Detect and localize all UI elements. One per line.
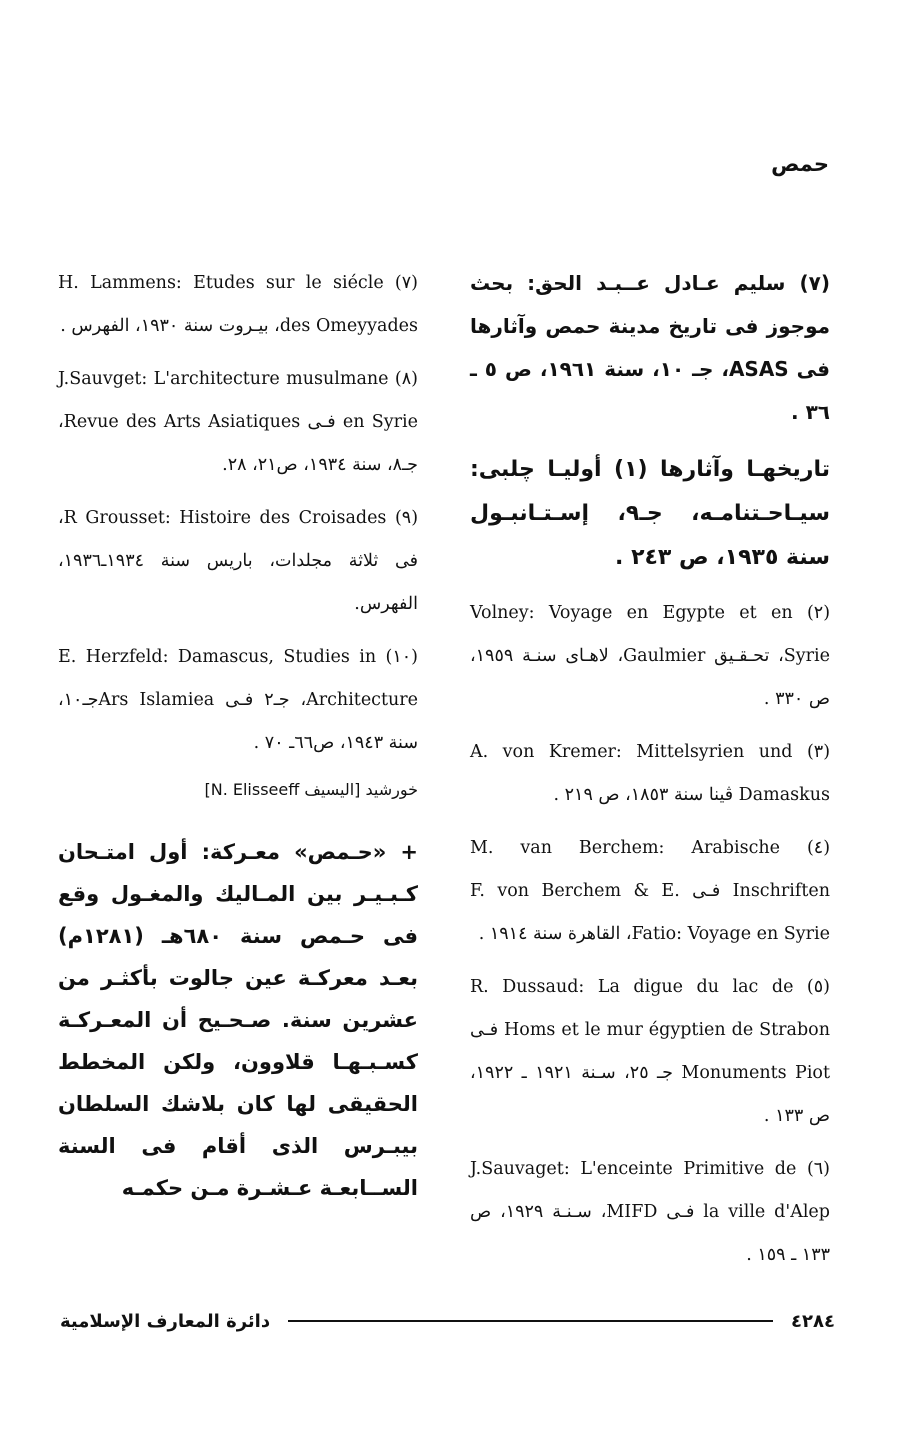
page-header-title: حمص: [771, 152, 829, 176]
bibliography-entry-9: (٩) R Grousset: Histoire des Croisades، فى ثلاثة مجلدات، باريس سنة ١٩٣٤ـ١٩٣٦، الفهرس.: [58, 508, 419, 614]
footer-page-number: ٤٢٨٤: [791, 1310, 835, 1332]
bibliography-entry-6: (٦) J.Sauvaget: L'enceinte Primitive de la ville d'Alep فـى MIFD، سـنـة ١٩٢٩، ص ١٣٣ ـ ١٥٩ .: [470, 1159, 830, 1265]
footer-rule: [288, 1320, 773, 1322]
bibliography-entry-8: (٨) J.Sauvget: L'architecture musulmane en Syrie فـى Revue des Arts Asiatiques، جـ٨، سنة ١٩٣٤، ص٢١، ٢٨.: [58, 369, 418, 475]
bibliography-entry-4: (٤) M. van Berchem: Arabische Inschriften فـى F. von Berchem & E. Fatio: Voyage en Syrie، القاهرة سنة ١٩١٤ .: [470, 838, 831, 944]
page-footer: [60, 1306, 835, 1336]
section-heading-history-and-monuments: تاريخهـا وآثارها (١) أوليـا چلبى: سيـاحـتنامـه، جـ٩، إسـتـانبـول سنة ١٩٣٥، ص ٢٤٣ .: [470, 457, 830, 570]
footer-publication-title: دائرة المعارف الإسلامية: [60, 1310, 271, 1332]
bibliography-entry-5: (٥) R. Dussaud: La digue du lac de Homs et le mur égyptien de Strabon فـى Monuments Piot جـ ٢٥، سـنة ١٩٢١ ـ ١٩٢٢، ص ١٣٣ .: [470, 977, 830, 1126]
article-body-battle-of-homs: + «حـمص» معـركة: أول امتـحان كـبـيـر بين المـاليك والمغـول وقع فى حـمص سنة ٦٨٠هـ (١٢٨١م) بعـد معركـة عين جالوت بأكثـر من عشرين سنة. صـحـيح أن المعـركـة كسـبـهـا قلاوون، ولكن المخطط الحقيقى لها كان بلاشك السلطان بيبـرس الذى أقام فى السنة الســابعـة عـشـرة مـن حكمـه: [58, 840, 418, 1200]
bibliography-entry-7: (٧) سليم عـادل عــبـد الحق: بحث موجوز فى تاريخ مدينة حمص وآثارها فى ASAS، جـ ١٠، سنة ١٩٦١، ص ٥ ـ ٣٦ .: [470, 271, 830, 424]
bibliography-entry-3: (٣) A. von Kremer: Mittelsyrien und Damaskus ڤينا سنة ١٨٥٣، ص ٢١٩ .: [470, 742, 831, 805]
right-column: [470, 262, 830, 1287]
article-author: خورشيد [اليسيف N. Elisseeff]: [204, 780, 418, 799]
bibliography-entry-10: (١٠) E. Herzfeld: Damascus, Studies in Architecture، جـ٢ فـى Ars Islamieaجـ١٠، سنة ١٩٤٣، ص٦٦ـ ٧٠ .: [58, 647, 419, 753]
left-column: [58, 262, 418, 1209]
bibliography-entry-7-lammens: (٧) H. Lammens: Etudes sur le siécle des Omeyyades، بيـروت سنة ١٩٣٠، الفهرس .: [58, 273, 418, 336]
bibliography-entry-2: (٢) Volney: Voyage en Egypte et en Syrie، تحـقـيق Gaulmier، لاهـاى سنـة ١٩٥٩، ص ٣٣٠ .: [470, 603, 831, 709]
